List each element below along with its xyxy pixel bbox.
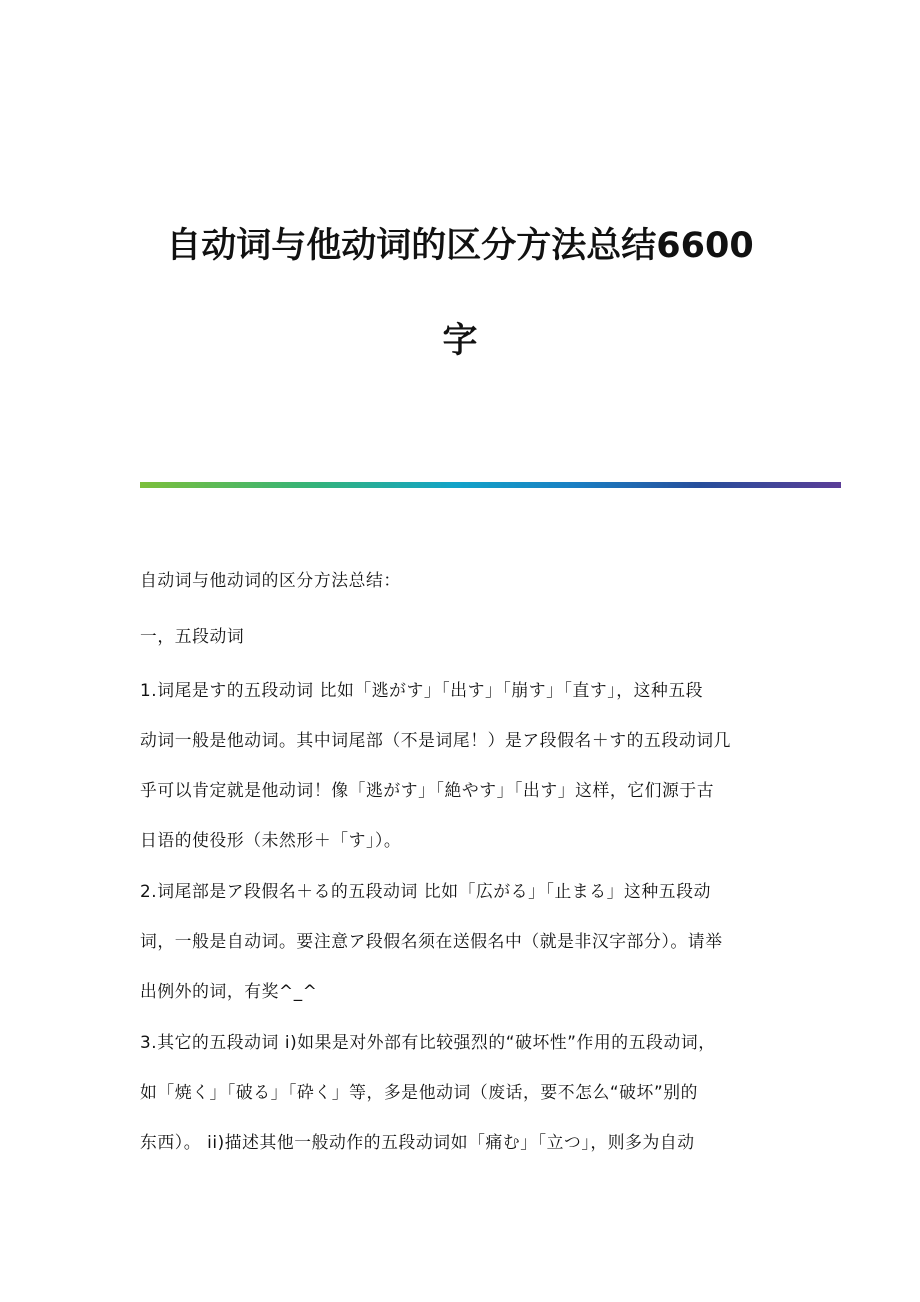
section-heading (140, 611, 780, 661)
document-title-line2: 字 (442, 321, 478, 361)
paragraph-line: 如「焼く」「破る」「砕く」等，多是他动词（废话，要不怎么“破坏”别的 (140, 1082, 698, 1102)
paragraph-line: 乎可以肯定就是他动词！像「逃がす」「絶やす」「出す」这样，它们源于古 (140, 780, 715, 800)
paragraph-line: 东西）。 ii)描述其他一般动作的五段动词如「痛む」「立つ」，则多为自动 (140, 1132, 695, 1152)
paragraph-line: 3.其它的五段动词 i)如果是对外部有比较强烈的“破坏性”作用的五段动词， (140, 1032, 716, 1052)
paragraph-3 (140, 1017, 780, 1167)
paragraph-2 (140, 866, 780, 1016)
paragraph-line: 词，一般是自动词。要注意ア段假名须在送假名中（就是非汉字部分）。请举 (140, 931, 723, 951)
paragraph-line: 动词一般是他动词。其中词尾部（不是词尾！）是ア段假名＋す的五段动词几 (140, 730, 731, 750)
paragraph-1 (140, 665, 780, 865)
paragraph-line: 2.词尾部是ア段假名＋る的五段动词 比如「広がる」「止まる」这种五段动 (140, 881, 711, 901)
paragraph-line: 日语的使役形（未然形＋「す」）。 (140, 830, 402, 850)
paragraph-line: 1.词尾是す的五段动词 比如「逃がす」「出す」「崩す」「直す」，这种五段 (140, 680, 704, 700)
gradient-divider (140, 482, 841, 488)
intro-text (140, 555, 780, 605)
document-title-line1: 自动词与他动词的区分方法总结6600 (166, 226, 754, 266)
paragraph-line: 出例外的词，有奖^_^ (140, 981, 318, 1001)
intro-line: 自动词与他动词的区分方法总结： (140, 570, 401, 590)
section-heading-line: 一，五段动词 (140, 626, 245, 646)
